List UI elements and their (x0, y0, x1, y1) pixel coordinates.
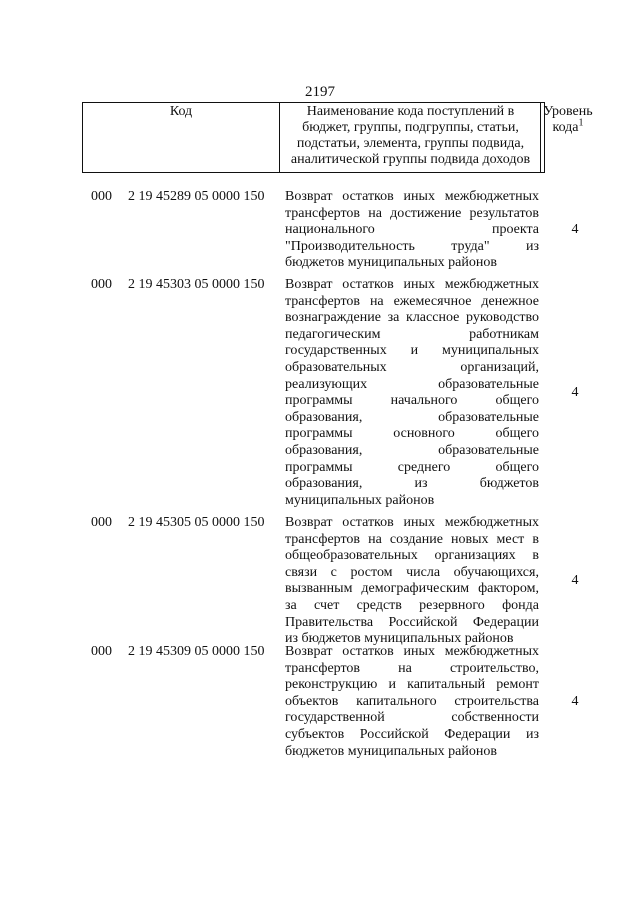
justified-line (285, 377, 539, 394)
word: собственности (451, 710, 539, 726)
justified-line (285, 393, 539, 410)
word: результатов (469, 205, 539, 221)
justified-line (285, 710, 539, 727)
justified-line (285, 189, 539, 206)
income-name (285, 515, 539, 648)
word: демографическим (361, 581, 470, 597)
word: классное (406, 310, 460, 326)
word: остатков (342, 644, 394, 659)
justified-line (285, 327, 539, 344)
word: программы (285, 459, 353, 475)
word: создание (389, 531, 443, 547)
word: трансфертов (285, 205, 361, 221)
word: резервного (419, 597, 485, 613)
word: "Производительность (285, 238, 415, 254)
word: обучающихся, (453, 564, 539, 580)
justified-line (285, 360, 539, 377)
income-name-line (285, 443, 539, 460)
word: средств (356, 597, 402, 613)
admin-code: 000 (91, 644, 112, 659)
word: из (525, 238, 539, 254)
word: руководство (466, 310, 539, 326)
word: организациях (434, 548, 516, 564)
header-name-line: подстатьи, элемента, группы подвида, (296, 136, 525, 151)
word: достижение (390, 205, 462, 221)
header-name-line: бюджет, группы, подгруппы, статьи, (302, 120, 519, 135)
income-code: 2 19 45309 05 0000 150 (128, 644, 265, 659)
income-name-line (285, 294, 539, 311)
word: за (387, 310, 400, 326)
justified-line (285, 515, 539, 532)
word: иных (403, 277, 435, 292)
word: и (388, 677, 397, 693)
justified-line (285, 661, 539, 678)
code-level: 4 (571, 222, 579, 238)
justified-line (285, 410, 539, 427)
word: национального (285, 222, 375, 238)
word: в (532, 548, 539, 564)
word: Российской (388, 614, 458, 630)
word: образовательные (438, 376, 539, 392)
word: иных (403, 644, 435, 659)
word: с (330, 564, 337, 580)
word: ремонт (496, 677, 539, 693)
word: межбюджетных (444, 644, 539, 659)
income-name-line (285, 598, 539, 615)
admin-code: 000 (91, 277, 112, 292)
justified-line (285, 460, 539, 477)
admin-code: 000 (91, 515, 112, 530)
table-header (82, 102, 593, 173)
word: среднего (397, 459, 451, 475)
justified-line (285, 548, 539, 565)
word: государственной (285, 710, 385, 726)
word: за (285, 597, 297, 613)
justified-line (285, 476, 539, 493)
word: Возврат (285, 644, 333, 659)
word: капитального (356, 693, 437, 709)
word: мест (496, 531, 525, 547)
word: основного (393, 426, 455, 442)
word: межбюджетных (444, 189, 539, 204)
header-name-line: аналитической группы подвида доходов (290, 152, 531, 167)
word: остатков (342, 515, 394, 530)
word: общего (495, 459, 539, 475)
word: программы (285, 426, 353, 442)
word: Возврат (285, 515, 333, 530)
income-name-line (285, 694, 539, 711)
justified-line (285, 532, 539, 549)
income-name-line (285, 206, 539, 223)
header-divider (540, 103, 541, 172)
income-name-line: из бюджетов муниципальных районов (285, 631, 514, 647)
justified-line (285, 694, 539, 711)
income-code: 2 19 45303 05 0000 150 (128, 277, 265, 292)
justified-line (285, 727, 539, 744)
word: труда" (451, 238, 490, 254)
word: программы (285, 393, 353, 409)
word: работникам (469, 326, 539, 342)
income-name-line: муниципальных районов (285, 492, 435, 508)
income-name-line: бюджетов муниципальных районов (285, 255, 497, 271)
income-name-line (285, 222, 539, 239)
word: числа (406, 564, 441, 580)
justified-line (285, 644, 539, 661)
word: остатков (342, 277, 394, 292)
word: общеобразовательных (285, 548, 418, 564)
code-level: 4 (571, 693, 579, 709)
word: Возврат (285, 277, 333, 292)
word: реконструкцию (285, 677, 378, 693)
word: образовательных (285, 359, 387, 375)
word: реализующих (285, 376, 368, 392)
word: государственных (285, 343, 387, 359)
income-code: 2 19 45289 05 0000 150 (128, 189, 265, 204)
word: фактором, (478, 581, 539, 597)
word: на (369, 293, 384, 309)
word: счет (314, 597, 340, 613)
income-name-line (285, 426, 539, 443)
income-name-line (285, 310, 539, 327)
income-name-line (285, 677, 539, 694)
justified-line (285, 581, 539, 598)
income-name (285, 189, 539, 272)
word: на (368, 205, 382, 221)
word: педагогическим (285, 326, 381, 342)
word: Российской (359, 726, 429, 742)
header-name (281, 104, 540, 168)
code-level: 4 (571, 384, 579, 400)
income-name-line (285, 277, 539, 294)
word: в (532, 531, 539, 547)
header-level (542, 104, 594, 136)
income-name-line (285, 460, 539, 477)
justified-line (285, 277, 539, 294)
justified-line (285, 239, 539, 256)
income-name-line (285, 710, 539, 727)
word: трансфертов (285, 531, 361, 547)
justified-line (285, 443, 539, 460)
word: межбюджетных (444, 515, 539, 530)
word: на (398, 660, 412, 676)
word: Федерации (444, 726, 511, 742)
word: Федерации (472, 614, 539, 630)
word: межбюджетных (444, 277, 539, 292)
word: Правительства (285, 614, 374, 630)
justified-line (285, 677, 539, 694)
word: фонда (502, 597, 539, 613)
word: Возврат (285, 189, 333, 204)
header-name-line: Наименование кода поступлений в (306, 104, 515, 119)
word: иных (403, 515, 435, 530)
justified-line (285, 615, 539, 632)
justified-line (285, 206, 539, 223)
income-name-line (285, 515, 539, 532)
justified-line (285, 343, 539, 360)
word: связи (285, 564, 318, 580)
word: строительства (454, 693, 539, 709)
word: иных (403, 189, 435, 204)
word: начального (390, 393, 458, 409)
word: и (410, 343, 419, 359)
word: общего (495, 426, 539, 442)
income-name-line (285, 476, 539, 493)
justified-line (285, 310, 539, 327)
word: новых (450, 531, 489, 547)
word: денежное (481, 293, 539, 309)
word: субъектов (285, 726, 345, 742)
income-name-line (285, 644, 539, 661)
word: организаций, (460, 359, 539, 375)
word: вызванным (285, 581, 353, 597)
income-name-line (285, 410, 539, 427)
word: ростом (350, 564, 393, 580)
header-level-word: кода (552, 120, 579, 135)
justified-line (285, 426, 539, 443)
word: трансфертов (285, 660, 361, 676)
word: остатков (342, 189, 394, 204)
word: из (525, 726, 539, 742)
income-name-line: бюджетов муниципальных районов (285, 743, 497, 759)
header-code: Код (169, 104, 193, 119)
word: образования, (285, 442, 363, 458)
income-name-line (285, 393, 539, 410)
word: образовательные (438, 409, 539, 425)
justified-line (285, 222, 539, 239)
income-name-line (285, 548, 539, 565)
income-name-line (285, 189, 539, 206)
income-name-line (285, 377, 539, 394)
income-code: 2 19 45305 05 0000 150 (128, 515, 265, 530)
income-name-line (285, 727, 539, 744)
word: бюджетов (479, 476, 539, 492)
income-name-line (285, 327, 539, 344)
footnote-marker: 1 (578, 117, 584, 129)
justified-line (285, 294, 539, 311)
justified-line (285, 598, 539, 615)
income-name-line (285, 661, 539, 678)
word: капитальный (407, 677, 486, 693)
income-name-line (285, 615, 539, 632)
word: образования, (285, 476, 363, 492)
word: муниципальных (442, 343, 539, 359)
word: вознаграждение (285, 310, 381, 326)
word: на (368, 531, 382, 547)
header-divider (279, 103, 280, 172)
income-name (285, 644, 539, 760)
word: трансфертов (285, 293, 361, 309)
header-level-line (542, 117, 594, 136)
word: строительство, (449, 660, 539, 676)
word: образования, (285, 409, 363, 425)
word: ежемесячное (393, 293, 472, 309)
word: из (414, 476, 428, 492)
admin-code: 000 (91, 189, 112, 204)
income-name-line (285, 565, 539, 582)
income-name-line (285, 532, 539, 549)
word: объектов (285, 693, 339, 709)
income-name-line (285, 360, 539, 377)
income-name-line (285, 343, 539, 360)
income-name-line (285, 581, 539, 598)
income-name (285, 277, 539, 509)
header-level-line: Уровень (543, 104, 593, 119)
income-name-line (285, 239, 539, 256)
word: образовательные (438, 442, 539, 458)
word: проекта (492, 222, 539, 238)
code-level: 4 (571, 573, 579, 589)
page-number: 2197 (305, 84, 335, 100)
justified-line (285, 565, 539, 582)
word: общего (495, 393, 539, 409)
